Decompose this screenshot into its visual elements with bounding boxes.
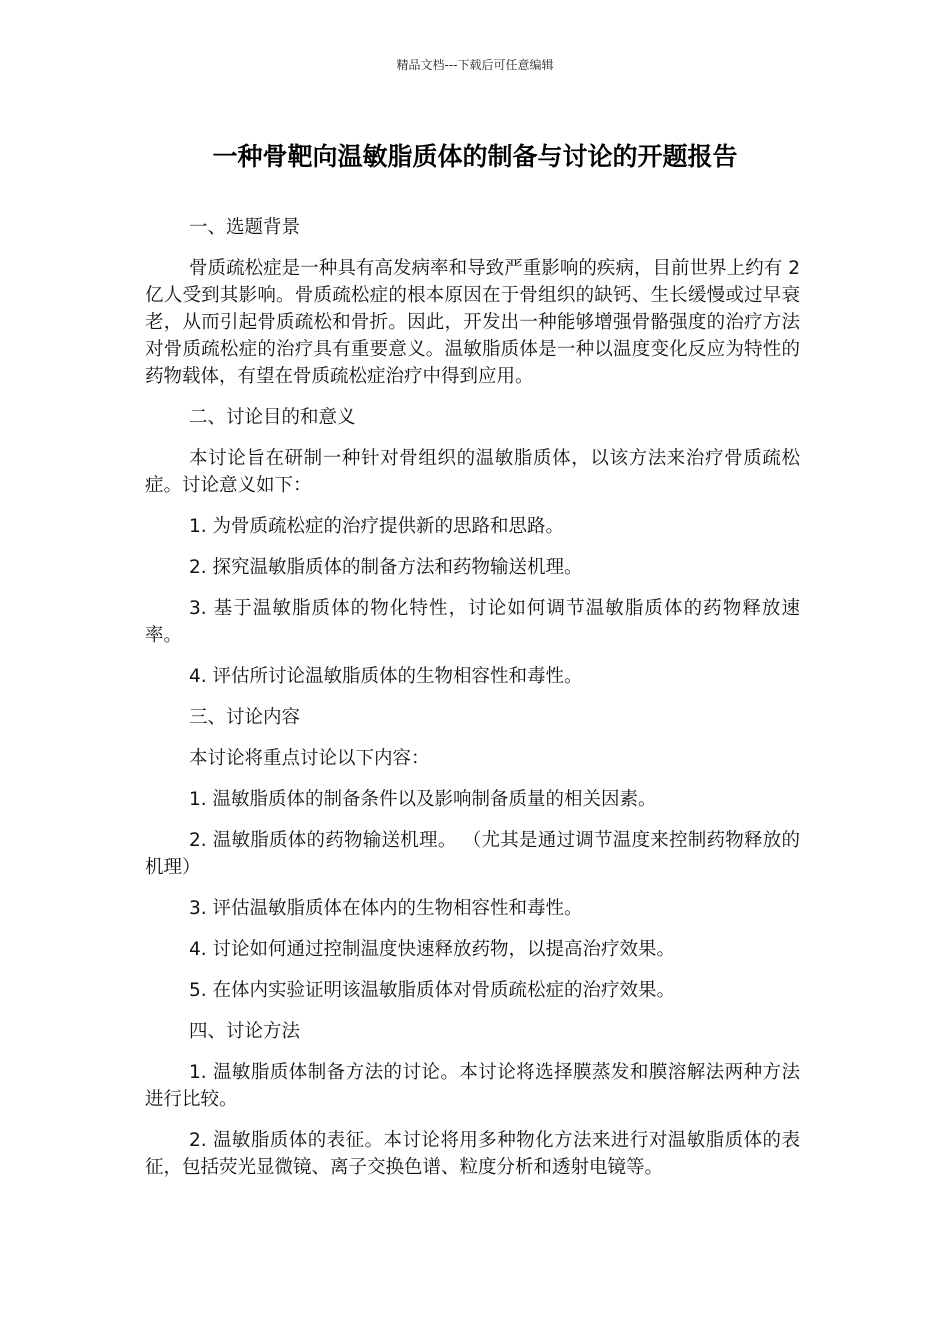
list-item-content-4: 4. 讨论如何通过控制温度快速释放药物，以提高治疗效果。 xyxy=(189,939,676,960)
section-heading-content: 三、讨论内容 xyxy=(189,707,301,728)
section-heading-methods: 四、讨论方法 xyxy=(189,1021,301,1042)
list-item-content-1: 1. 温敏脂质体的制备条件以及影响制备质量的相关因素。 xyxy=(189,789,657,810)
section-heading-background: 一、选题背景 xyxy=(189,217,301,238)
page-header: 精品文档---下载后可任意编辑 xyxy=(396,58,554,72)
list-item-purpose-1: 1. 为骨质疏松症的治疗提供新的思路和思路。 xyxy=(189,516,565,537)
list-item-methods-1: 1. 温敏脂质体制备方法的讨论。本讨论将选择膜蒸发和膜溶解法两种方法进行比较。 xyxy=(145,1062,800,1110)
list-item-content-5: 5. 在体内实验证明该温敏脂质体对骨质疏松症的治疗效果。 xyxy=(189,980,676,1001)
list-item-methods-2: 2. 温敏脂质体的表征。本讨论将用多种物化方法来进行对温敏脂质体的表征，包括荧光显微镜、离子交换色谱、粒度分析和透射电镜等。 xyxy=(145,1130,800,1178)
list-item-content-2: 2. 温敏脂质体的药物输送机理。 （尤其是通过调节温度来控制药物释放的机理） xyxy=(145,830,800,878)
section-heading-purpose: 二、讨论目的和意义 xyxy=(189,407,356,428)
list-item-content-3: 3. 评估温敏脂质体在体内的生物相容性和毒性。 xyxy=(189,898,583,919)
list-item-purpose-4: 4. 评估所讨论温敏脂质体的生物相容性和毒性。 xyxy=(189,666,583,687)
paragraph-content-intro: 本讨论将重点讨论以下内容： xyxy=(189,748,430,769)
paragraph-purpose-intro: 本讨论旨在研制一种针对骨组织的温敏脂质体，以该方法来治疗骨质疏松症。讨论意义如下： xyxy=(145,448,800,496)
document-title: 一种骨靶向温敏脂质体的制备与讨论的开题报告 xyxy=(212,142,738,171)
paragraph-background: 骨质疏松症是一种具有高发病率和导致严重影响的疾病，目前世界上约有 2 亿人受到其影响。骨质疏松症的根本原因在于骨组织的缺钙、生长缓慢或过早衰老，从而引起骨质疏松和骨折。因此，开发出一种能够增强骨骼强度的治疗方法对骨质疏松症的治疗具有重要意义。温敏脂质体是一种以温度变化反应为特性的药物载体，有望在骨质疏松症治疗中得到应用。 xyxy=(145,258,800,387)
list-item-purpose-2: 2. 探究温敏脂质体的制备方法和药物输送机理。 xyxy=(189,557,583,578)
list-item-purpose-3: 3. 基于温敏脂质体的物化特性，讨论如何调节温敏脂质体的药物释放速率。 xyxy=(145,598,800,646)
document-body xyxy=(145,214,800,1195)
